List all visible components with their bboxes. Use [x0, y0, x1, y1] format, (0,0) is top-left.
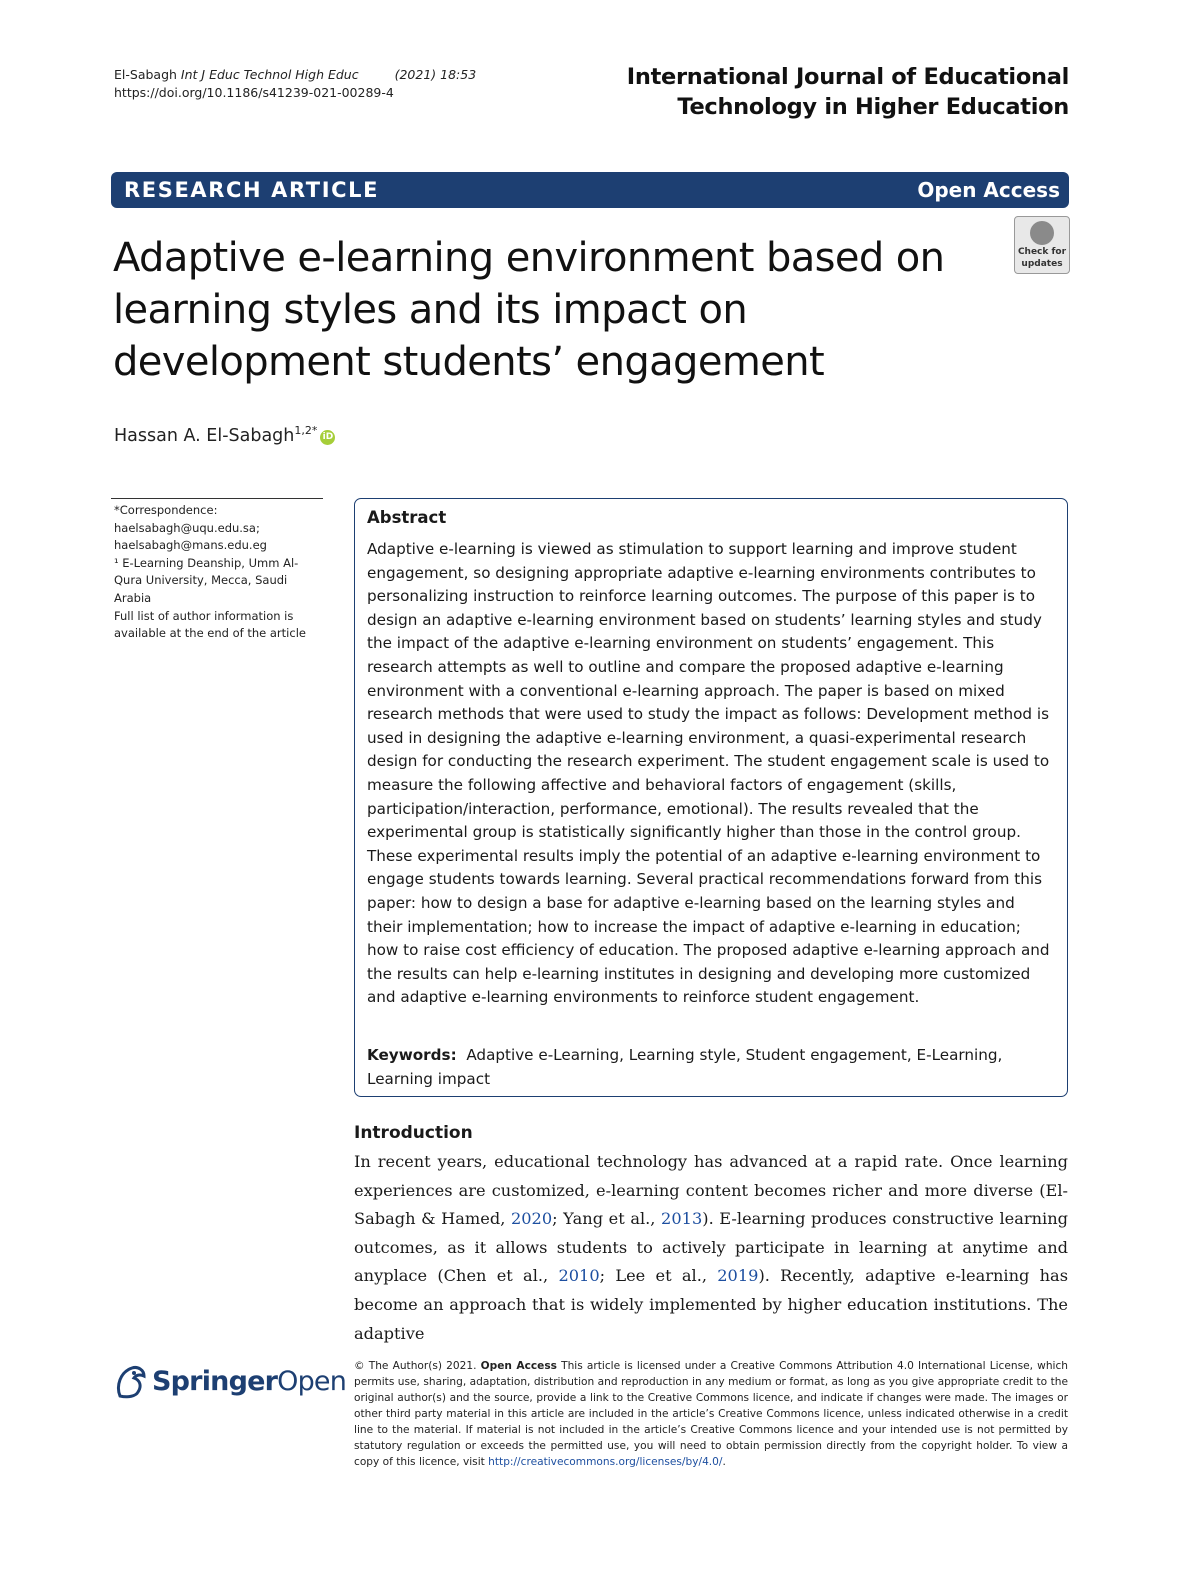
intro-text-1: In recent years, educational technology has advanced at a rapid rate. Once learning experiences are customized, e-learning content becomes richer and more diverse (El-Sabagh & Hamed, [354, 1152, 1068, 1229]
paper-title: Adaptive e-learning environment based on learning styles and its impact on development students’ engagement [113, 235, 945, 385]
logo-word-1: Springer [152, 1366, 278, 1397]
correspondence-label: *Correspondence: [114, 503, 218, 517]
correspondence-sidebar [114, 502, 324, 643]
affiliation-1: ¹ E-Learning Deanship, Umm Al-Qura University, Mecca, Saudi Arabia [114, 555, 299, 605]
copyright-text: © The Author(s) 2021. [354, 1360, 481, 1372]
license-text: This article is licensed under a Creative Commons Attribution 4.0 International License, which permits use, sharing, adaptation, distribution and reproduction in any medium or format, as long as you give appropriate credit to the original author(s) and the source, provide a link to the Creative Commons licence, and indicate if changes were made. The images or other third party material in this article are included in the article’s Creative Commons licence, unless indicated otherwise in a credit line to the material. If material is not included in the article’s Creative Commons licence and your intended use is not permitted by statutory regulation or exceeds the permitted use, you will need to obtain permission directly from the copyright holder. To view a copy of this licence, visit [354, 1360, 1069, 1468]
author-affiliation: 1,2* [294, 424, 318, 437]
journal-abbrev: Int J Educ Technol High Educ [180, 67, 359, 82]
check-for-updates-badge[interactable] [1014, 216, 1070, 274]
author-line [114, 418, 335, 449]
citation-header [114, 66, 476, 102]
abstract-heading: Abstract [367, 508, 447, 527]
citation-link[interactable]: 2010 [558, 1266, 600, 1286]
open-access-label: Open Access [917, 178, 1060, 202]
introduction-heading: Introduction [354, 1123, 473, 1143]
intro-text-4: ; Lee et al., [599, 1266, 718, 1286]
email-1[interactable]: haelsabagh@uqu.edu.sa; [114, 520, 260, 535]
license-end: . [722, 1456, 726, 1468]
article-type: RESEARCH ARTICLE [124, 178, 380, 202]
citation-link[interactable]: 2020 [510, 1209, 553, 1229]
journal-name-line2: Technology in Higher Education [677, 94, 1069, 120]
keywords-list: Adaptive e-Learning, Learning style, Student engagement, E-Learning, Learning impact [367, 1046, 1003, 1088]
author-name: Hassan A. El-Sabagh [114, 425, 295, 446]
journal-name [627, 62, 1069, 122]
author-info-note: Full list of author information is available at the end of the article [114, 608, 306, 641]
check-updates-icon [1030, 221, 1054, 245]
intro-text-2: ; Yang et al., [552, 1209, 662, 1229]
license-link[interactable]: http://creativecommons.org/licenses/by/4.0/ [488, 1456, 723, 1468]
check-updates-line2: updates [1021, 259, 1063, 269]
email-2[interactable]: haelsabagh@mans.edu.eg [114, 538, 267, 553]
journal-name-line1: International Journal of Educational [626, 64, 1069, 90]
keywords-label: Keywords: [367, 1046, 457, 1064]
intro-text-5: ). Recently, adaptive e-learning has become an approach that is widely implemented by higher education institutions. The adaptive [354, 1266, 1069, 1343]
year-volume: (2021) 18:53 [394, 67, 477, 82]
sidebar-divider [111, 498, 323, 499]
check-updates-line1: Check for [1017, 247, 1067, 257]
orcid-icon[interactable]: iD [320, 430, 335, 445]
citation-link[interactable]: 2013 [661, 1209, 703, 1229]
intro-text-3: ). E-learning produces constructive learning outcomes, as it allows students to actively participate in learning at anytime and anyplace (Chen et al., [354, 1209, 1069, 1286]
doi-link[interactable]: https://doi.org/10.1186/s41239-021-00289-4 [114, 85, 394, 100]
logo-word-2: Open [277, 1366, 347, 1397]
author-short: El-Sabagh [114, 67, 177, 82]
abstract-body: Adaptive e-learning is viewed as stimulation to support learning and improve student engagement, so designing appropriate adaptive e-learning environments contributes to personalizing instruction to reinforce learning outcomes. The purpose of this paper is to design an adaptive e-learning environment based on students’ learning styles and study the impact of the adaptive e-learning environment on students’ engagement. This research attempts as well to outline and compare the proposed adaptive e-learning environment with a conventional e-learning approach. The paper is based on mixed research methods that were used to study the impact as follows: Development method is used in designing the adaptive e-learning environment, a quasi-experimental research design for conducting the research experiment. The student engagement scale is used to measure the following affective and behavioral factors of engagement (skills, participation/interaction, performance, emotional). The results revealed that the experimental group is statistically significantly higher than those in the control group. These experimental results imply the potential of an adaptive e-learning environment to engage students towards learning. Several practical recommendations forward from this paper: how to design a base for adaptive e-learning based on the learning styles and their implementation; how to increase the impact of adaptive e-learning in education; how to raise cost efficiency of education. The proposed adaptive e-learning approach and the results can help e-learning institutes in designing and developing more customized and adaptive e-learning environments to reinforce student engagement. [367, 540, 1050, 1007]
springer-horse-icon [114, 1362, 148, 1400]
citation-link[interactable]: 2019 [717, 1266, 759, 1286]
introduction-body [354, 1148, 1068, 1348]
keywords [367, 1044, 1051, 1091]
license-open-access: Open Access [480, 1360, 557, 1372]
springer-open-logo [152, 1364, 346, 1400]
license-statement [354, 1358, 1068, 1470]
